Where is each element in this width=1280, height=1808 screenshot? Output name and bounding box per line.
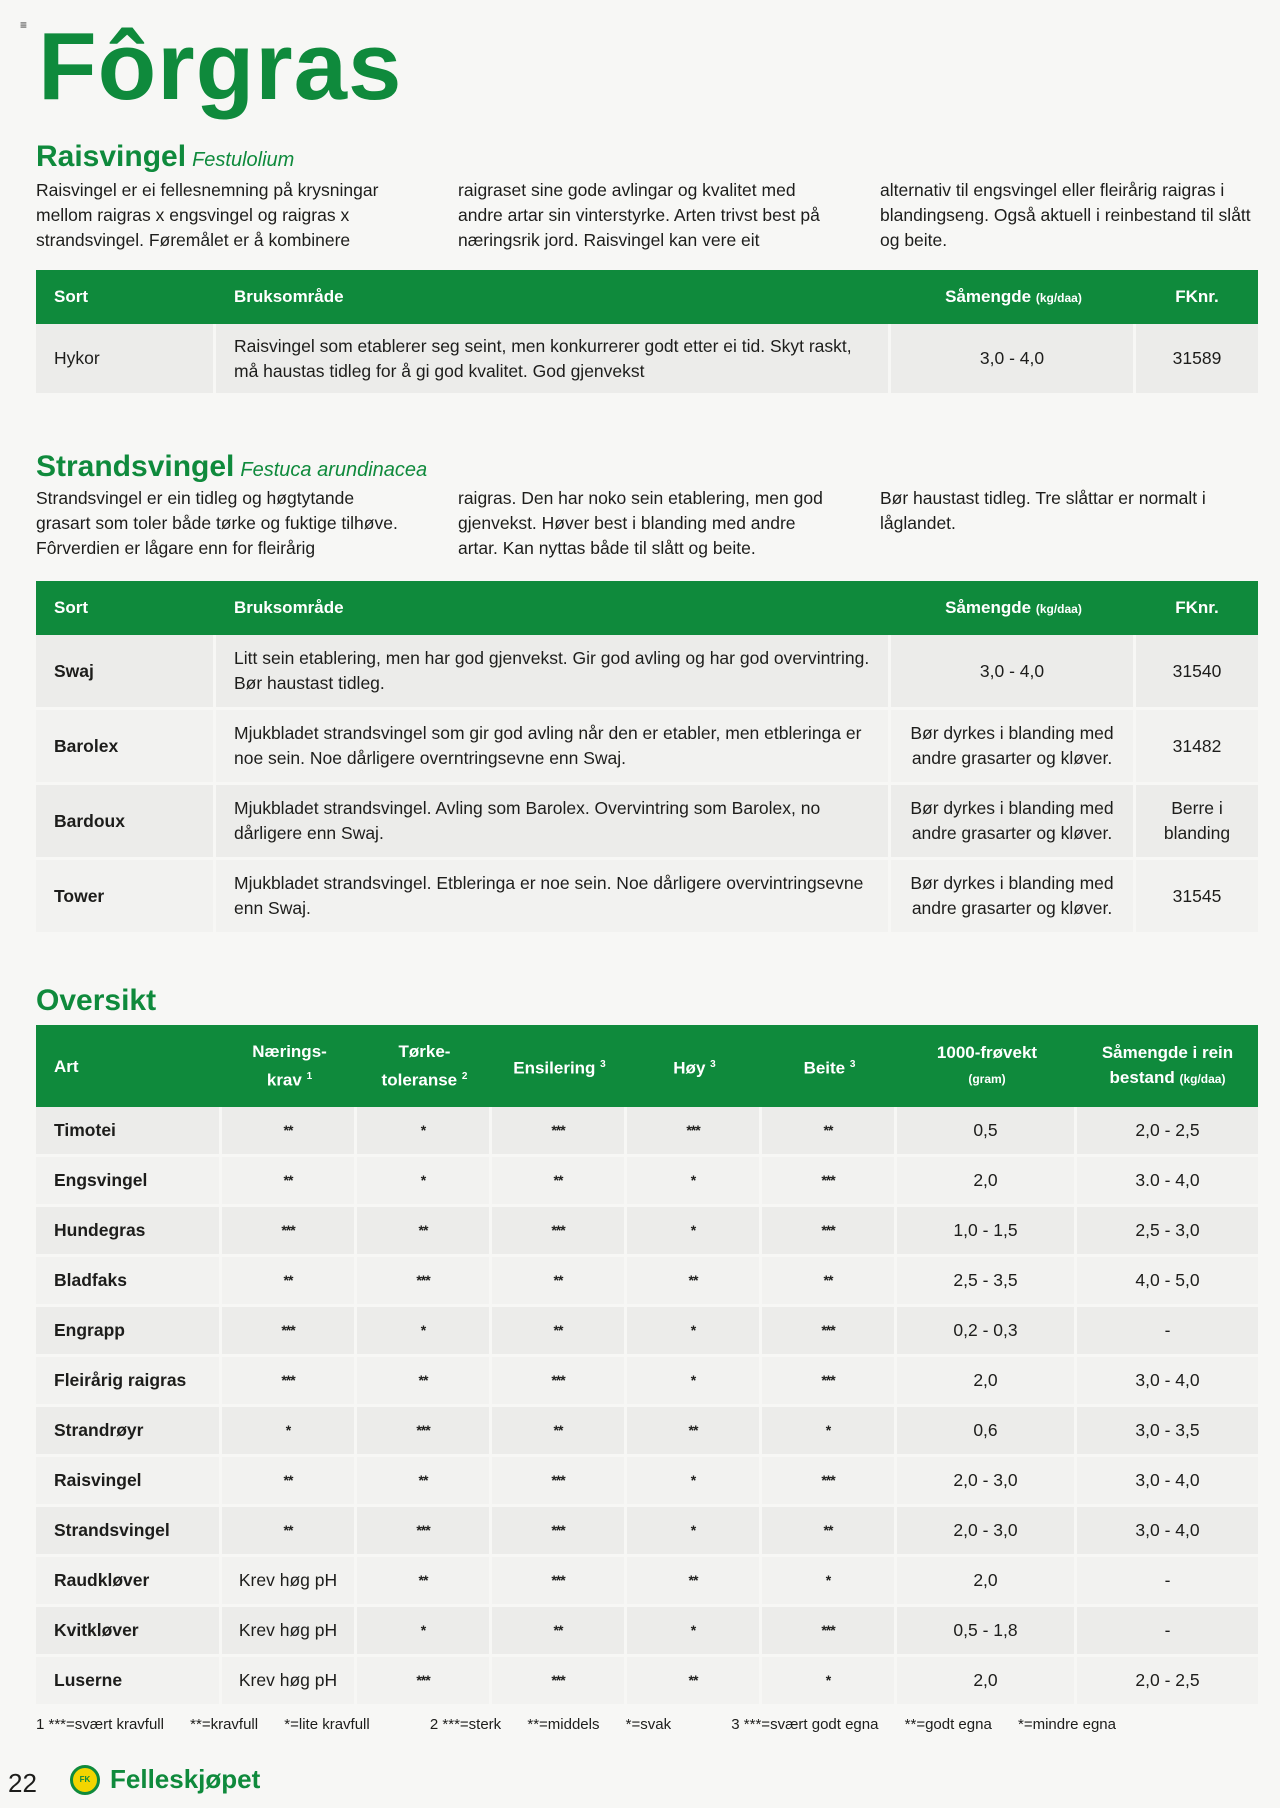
cell-torke: ** <box>357 1457 492 1507</box>
cell-art: Kvitkløver <box>36 1607 222 1657</box>
footnote: 3 ***=svært godt egna <box>731 1716 879 1733</box>
table-row <box>36 1657 1258 1707</box>
cell-torke: ** <box>357 1207 492 1257</box>
cell-frovekt: 2,5 - 3,5 <box>897 1257 1077 1307</box>
cell-fknr: Berre i blanding <box>1136 785 1258 860</box>
strandsvingel-heading <box>36 450 427 484</box>
cell-beite: *** <box>762 1307 897 1357</box>
cell-art: Strandsvingel <box>36 1507 222 1557</box>
table-row <box>36 1257 1258 1307</box>
cell-samengde: 3,0 - 3,5 <box>1077 1407 1258 1457</box>
cell-torke: *** <box>357 1407 492 1457</box>
col-beite-sup: 3 <box>849 1058 856 1070</box>
cell-frovekt: 2,0 <box>897 1657 1077 1707</box>
table-row <box>36 1507 1258 1557</box>
cell-art: Luserne <box>36 1657 222 1707</box>
cell-bruk: Mjukbladet strandsvingel som gir god avling når den er etabler, men etbleringa er noe sein. Noe dårligere overntringsevne enn Swaj. <box>216 710 891 785</box>
cell-beite: ** <box>762 1257 897 1307</box>
col-naering-sup: 1 <box>306 1071 313 1083</box>
cell-samengde: - <box>1077 1607 1258 1657</box>
cell-art: Timotei <box>36 1107 222 1157</box>
intro-column: Strandsvingel er ein tidleg og høgtytande grasart som toler både tørke og fuktige tilhøve. Fôrverdien er lågare enn for fleirårig <box>36 488 398 558</box>
col-art: Art <box>36 1025 222 1107</box>
col-mengde-label: Såmengde <box>945 598 1032 617</box>
cell-beite: ** <box>762 1107 897 1157</box>
cell-ensilering: *** <box>492 1457 627 1507</box>
cell-hoy: * <box>627 1507 762 1557</box>
raisvingel-intro <box>36 178 1256 253</box>
table-row <box>36 1307 1258 1357</box>
menu-icon[interactable]: ≡ <box>20 18 28 32</box>
cell-hoy: ** <box>627 1257 762 1307</box>
cell-bruk: Mjukbladet strandsvingel. Etbleringa er noe sein. Noe dårligere overvintringsevne enn Swaj. <box>216 860 891 935</box>
cell-ensilering: ** <box>492 1157 627 1207</box>
col-hoy-label: Høy <box>673 1058 706 1078</box>
cell-sort: Tower <box>36 860 216 935</box>
col-samengde-line2: bestand <box>1109 1068 1175 1087</box>
cell-hoy: * <box>627 1607 762 1657</box>
cell-naering: ** <box>222 1157 357 1207</box>
footnote: *=lite kravfull <box>284 1716 370 1733</box>
cell-beite: *** <box>762 1357 897 1407</box>
col-beite-label: Beite <box>803 1058 846 1078</box>
cell-fknr: 31540 <box>1136 635 1258 710</box>
table-header-row <box>36 1025 1258 1107</box>
cell-frovekt: 0,6 <box>897 1407 1077 1457</box>
cell-frovekt: 0,5 <box>897 1107 1077 1157</box>
raisvingel-table <box>36 270 1258 396</box>
col-fknr: FKnr. <box>1136 581 1258 635</box>
cell-hoy: * <box>627 1357 762 1407</box>
table-row <box>36 1407 1258 1457</box>
cell-frovekt: 2,0 <box>897 1557 1077 1607</box>
cell-torke: *** <box>357 1257 492 1307</box>
cell-hoy: ** <box>627 1557 762 1607</box>
cell-frovekt: 2,0 <box>897 1157 1077 1207</box>
cell-samengde: 2,5 - 3,0 <box>1077 1207 1258 1257</box>
cell-ensilering: *** <box>492 1357 627 1407</box>
intro-column: Raisvingel er ei fellesnemning på krysningar mellom raigras x engsvingel og raigras x strandsvingel. Føremålet er å kombinere <box>36 180 379 250</box>
cell-sort: Hykor <box>36 324 216 396</box>
strandsvingel-intro <box>36 486 1256 561</box>
cell-torke: ** <box>357 1557 492 1607</box>
cell-hoy: * <box>627 1157 762 1207</box>
cell-beite: * <box>762 1557 897 1607</box>
cell-torke: * <box>357 1307 492 1357</box>
cell-samengde: 2,0 - 2,5 <box>1077 1107 1258 1157</box>
cell-mengde: Bør dyrkes i blanding med andre grasarter og kløver. <box>891 710 1136 785</box>
col-samengde-unit: (kg/daa) <box>1179 1072 1226 1086</box>
cell-torke: * <box>357 1607 492 1657</box>
cell-torke: *** <box>357 1507 492 1557</box>
col-naering-line2: krav <box>266 1070 302 1090</box>
cell-art: Fleirårig raigras <box>36 1357 222 1407</box>
cell-beite: *** <box>762 1157 897 1207</box>
cell-bruk: Litt sein etablering, men har god gjenvekst. Gir god avling og har god overvintring. Bør haustast tidleg. <box>216 635 891 710</box>
cell-samengde: 2,0 - 2,5 <box>1077 1657 1258 1707</box>
footnote: 1 ***=svært kravfull <box>36 1716 164 1733</box>
footnotes <box>36 1716 1138 1733</box>
table-row <box>36 1107 1258 1157</box>
cell-beite: * <box>762 1407 897 1457</box>
cell-art: Engsvingel <box>36 1157 222 1207</box>
cell-hoy: * <box>627 1307 762 1357</box>
col-beite <box>762 1025 897 1107</box>
brand-logo[interactable] <box>70 1764 260 1795</box>
cell-bruk: Mjukbladet strandsvingel. Avling som Barolex. Overvintring som Barolex, no dårligere enn Swaj. <box>216 785 891 860</box>
cell-art: Raudkløver <box>36 1557 222 1607</box>
col-ensilering <box>492 1025 627 1107</box>
strandsvingel-title: Strandsvingel <box>36 450 235 483</box>
cell-mengde: 3,0 - 4,0 <box>891 324 1136 396</box>
table-row <box>36 710 1258 785</box>
cell-ensilering: *** <box>492 1657 627 1707</box>
brand-mark-icon: FK <box>70 1765 100 1795</box>
cell-frovekt: 0,2 - 0,3 <box>897 1307 1077 1357</box>
col-mengde <box>891 581 1136 635</box>
table-row <box>36 324 1258 396</box>
cell-sort: Swaj <box>36 635 216 710</box>
cell-fknr: 31589 <box>1136 324 1258 396</box>
cell-beite: ** <box>762 1507 897 1557</box>
raisvingel-title: Raisvingel <box>36 140 187 173</box>
col-sort: Sort <box>36 581 216 635</box>
table-row <box>36 635 1258 710</box>
col-frovekt-label: 1000-frøvekt <box>936 1043 1038 1062</box>
col-bruk: Bruksområde <box>216 270 891 324</box>
table-row <box>36 860 1258 935</box>
cell-ensilering: ** <box>492 1257 627 1307</box>
cell-samengde: 3,0 - 4,0 <box>1077 1457 1258 1507</box>
cell-frovekt: 2,0 - 3,0 <box>897 1507 1077 1557</box>
cell-art: Raisvingel <box>36 1457 222 1507</box>
col-torke <box>357 1025 492 1107</box>
cell-naering: ** <box>222 1457 357 1507</box>
cell-ensilering: *** <box>492 1557 627 1607</box>
col-hoy-sup: 3 <box>710 1058 716 1070</box>
intro-column: raigras. Den har noko sein etablering, men god gjenvekst. Høver best i blanding med andre artar. Kan nyttas både til slått og beite. <box>458 488 823 558</box>
cell-samengde: - <box>1077 1307 1258 1357</box>
table-row <box>36 1207 1258 1257</box>
cell-mengde: Bør dyrkes i blanding med andre grasarter og kløver. <box>891 860 1136 935</box>
table-row <box>36 1357 1258 1407</box>
cell-torke: * <box>357 1107 492 1157</box>
intro-column: Bør haustast tidleg. Tre slåttar er normalt i låglandet. <box>880 488 1206 533</box>
col-mengde-unit: (kg/daa) <box>1035 602 1082 616</box>
cell-beite: * <box>762 1657 897 1707</box>
table-row <box>36 1607 1258 1657</box>
cell-naering: *** <box>222 1307 357 1357</box>
cell-naering: *** <box>222 1207 357 1257</box>
col-naering <box>222 1025 357 1107</box>
cell-ensilering: *** <box>492 1207 627 1257</box>
cell-mengde: Bør dyrkes i blanding med andre grasarter og kløver. <box>891 785 1136 860</box>
col-mengde-unit: (kg/daa) <box>1035 291 1082 305</box>
col-samengde <box>1077 1025 1258 1107</box>
oversikt-table <box>36 1025 1258 1707</box>
cell-art: Strandrøyr <box>36 1407 222 1457</box>
col-mengde-label: Såmengde <box>945 287 1032 306</box>
cell-naering: *** <box>222 1357 357 1407</box>
cell-fknr: 31545 <box>1136 860 1258 935</box>
cell-beite: *** <box>762 1207 897 1257</box>
strandsvingel-table <box>36 581 1258 935</box>
cell-torke: * <box>357 1157 492 1207</box>
page-title: Fôrgras <box>38 13 403 120</box>
cell-beite: *** <box>762 1607 897 1657</box>
cell-hoy: *** <box>627 1107 762 1157</box>
cell-hoy: ** <box>627 1657 762 1707</box>
footnote: **=kravfull <box>190 1716 259 1733</box>
col-mengde <box>891 270 1136 324</box>
cell-hoy: ** <box>627 1407 762 1457</box>
footnote: 2 ***=sterk <box>429 1716 502 1733</box>
cell-sort: Barolex <box>36 710 216 785</box>
col-frovekt <box>897 1025 1077 1107</box>
page-number: 22 <box>8 1768 37 1798</box>
cell-naering: * <box>222 1407 357 1457</box>
col-frovekt-unit: (gram) <box>968 1072 1006 1086</box>
cell-samengde: 3,0 - 4,0 <box>1077 1357 1258 1407</box>
cell-frovekt: 1,0 - 1,5 <box>897 1207 1077 1257</box>
cell-naering: ** <box>222 1507 357 1557</box>
footnote: *=svak <box>625 1716 672 1733</box>
cell-naering: ** <box>222 1257 357 1307</box>
col-sort: Sort <box>36 270 216 324</box>
col-torke-line1: Tørke- <box>398 1042 451 1062</box>
cell-samengde: 4,0 - 5,0 <box>1077 1257 1258 1307</box>
cell-torke: ** <box>357 1357 492 1407</box>
cell-hoy: * <box>627 1457 762 1507</box>
cell-naering: ** <box>222 1107 357 1157</box>
cell-mengde: 3,0 - 4,0 <box>891 635 1136 710</box>
col-samengde-line1: Såmengde i rein <box>1101 1043 1234 1062</box>
raisvingel-heading <box>36 140 294 174</box>
cell-art: Hundegras <box>36 1207 222 1257</box>
cell-ensilering: ** <box>492 1407 627 1457</box>
cell-ensilering: *** <box>492 1507 627 1557</box>
cell-bruk: Raisvingel som etablerer seg seint, men konkurrerer godt etter ei tid. Skyt raskt, må haustas tidleg for å gi god kvalitet. God gjenvekst <box>216 324 891 396</box>
cell-naering: Krev høg pH <box>222 1607 357 1657</box>
cell-ensilering: *** <box>492 1107 627 1157</box>
table-header-row <box>36 581 1258 635</box>
col-ensilering-label: Ensilering <box>513 1058 596 1078</box>
col-naering-line1: Nærings- <box>252 1042 327 1062</box>
cell-naering: Krev høg pH <box>222 1557 357 1607</box>
brand-name: Felleskjøpet <box>110 1764 261 1794</box>
col-torke-sup: 2 <box>461 1071 468 1083</box>
cell-naering: Krev høg pH <box>222 1657 357 1707</box>
col-fknr: FKnr. <box>1136 270 1258 324</box>
col-hoy <box>627 1025 762 1107</box>
table-row <box>36 1457 1258 1507</box>
footnote: **=godt egna <box>904 1716 992 1733</box>
footnote: *=mindre egna <box>1017 1716 1116 1733</box>
raisvingel-latin: Festulolium <box>192 149 295 171</box>
cell-torke: *** <box>357 1657 492 1707</box>
cell-samengde: 3,0 - 4,0 <box>1077 1507 1258 1557</box>
col-ensilering-sup: 3 <box>600 1058 606 1070</box>
strandsvingel-latin: Festuca arundinacea <box>240 459 428 481</box>
cell-ensilering: ** <box>492 1307 627 1357</box>
cell-frovekt: 2,0 <box>897 1357 1077 1407</box>
col-bruk: Bruksområde <box>216 581 891 635</box>
table-header-row <box>36 270 1258 324</box>
table-row <box>36 785 1258 860</box>
cell-ensilering: ** <box>492 1607 627 1657</box>
table-row <box>36 1157 1258 1207</box>
table-row <box>36 1557 1258 1607</box>
cell-sort: Bardoux <box>36 785 216 860</box>
cell-samengde: - <box>1077 1557 1258 1607</box>
cell-beite: *** <box>762 1457 897 1507</box>
col-torke-line2: toleranse <box>381 1070 458 1090</box>
cell-frovekt: 2,0 - 3,0 <box>897 1457 1077 1507</box>
cell-frovekt: 0,5 - 1,8 <box>897 1607 1077 1657</box>
cell-fknr: 31482 <box>1136 710 1258 785</box>
intro-column: alternativ til engsvingel eller fleirårig raigras i blandingseng. Også aktuell i reinbestand til slått og beite. <box>880 180 1251 250</box>
footnote: **=middels <box>527 1716 600 1733</box>
cell-art: Engrapp <box>36 1307 222 1357</box>
intro-column: raigraset sine gode avlingar og kvalitet med andre artar sin vinterstyrke. Arten trivst best på næringsrik jord. Raisvingel kan vere eit <box>458 180 820 250</box>
cell-hoy: * <box>627 1207 762 1257</box>
cell-samengde: 3.0 - 4,0 <box>1077 1157 1258 1207</box>
oversikt-heading: Oversikt <box>36 984 157 1017</box>
cell-art: Bladfaks <box>36 1257 222 1307</box>
